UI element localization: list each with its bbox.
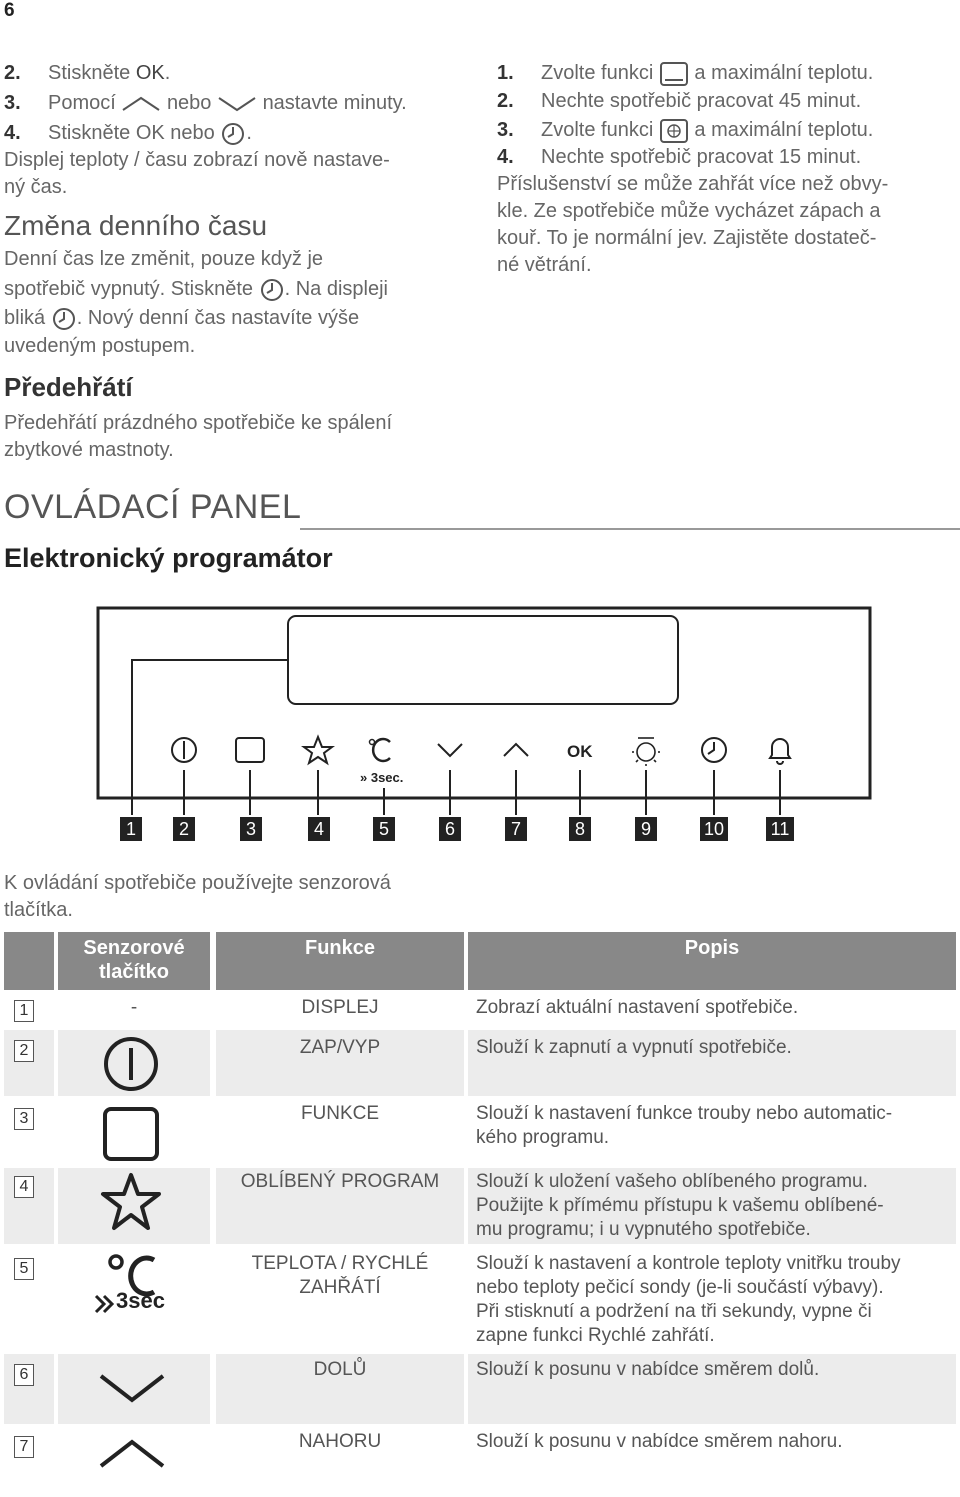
function-name: DISPLEJ bbox=[301, 997, 379, 1018]
function-desc: Slouží k nastavení funkce trouby nebo automatic- kého programu. bbox=[476, 1103, 893, 1148]
oven-bottom-heat-icon bbox=[659, 61, 689, 87]
function-name: DOLŮ bbox=[313, 1359, 367, 1380]
row-badge: 1 bbox=[14, 1000, 34, 1022]
ok-icon: OK bbox=[567, 742, 593, 761]
clock-icon bbox=[259, 277, 285, 303]
star-icon bbox=[304, 737, 332, 763]
ok-glyph: OK bbox=[135, 62, 165, 84]
square-icon bbox=[102, 1106, 160, 1162]
subsection-title: Elektronický programátor bbox=[4, 543, 333, 573]
function-desc: Slouží k posunu v nabídce směrem dolů. bbox=[476, 1359, 820, 1380]
panel-badge-9: 9 bbox=[635, 817, 657, 841]
function-name: ZAP/VYP bbox=[299, 1037, 381, 1058]
time-change-text: bliká . Nový denní čas nastavíte výše bbox=[4, 305, 359, 332]
right-note: né větrání. bbox=[497, 254, 592, 276]
row-badge: 2 bbox=[14, 1040, 34, 1062]
panel-badge-4: 4 bbox=[308, 817, 330, 841]
heading-time-change: Změna denního času bbox=[4, 210, 268, 241]
panel-badge-7: 7 bbox=[505, 817, 527, 841]
heading-preheat: Předehřátí bbox=[4, 372, 133, 402]
section-rule bbox=[300, 528, 960, 530]
row-badge: 5 bbox=[14, 1258, 34, 1280]
star-icon bbox=[100, 1172, 162, 1232]
buttons-table bbox=[0, 932, 960, 1497]
control-panel-diagram bbox=[0, 600, 960, 860]
right-step-1: 1. Zvolte funkci a maximální teplotu. bbox=[497, 60, 873, 87]
clock-icon bbox=[220, 121, 246, 147]
row-badge: 3 bbox=[14, 1108, 34, 1130]
light-icon bbox=[632, 738, 660, 766]
row-badge: 7 bbox=[14, 1436, 34, 1458]
clock-icon bbox=[51, 306, 77, 332]
chevron-up-icon bbox=[504, 744, 528, 756]
svg-text:» 3sec.: » 3sec. bbox=[360, 770, 404, 785]
function-desc: Slouží k uložení vašeho oblíbeného programu. Použijte k přímému přístupu k vašemu oblíbené- mu programu; i u vypnutého spotřebiče. bbox=[476, 1171, 884, 1240]
panel-badge-3: 3 bbox=[240, 817, 262, 841]
section-title: OVLÁDACÍ PANEL bbox=[4, 488, 302, 526]
sec-label: 3sec bbox=[116, 1288, 165, 1313]
panel-badge-6: 6 bbox=[439, 817, 461, 841]
header-button: Senzorové tlačítko bbox=[58, 932, 210, 990]
function-name: FUNKCE bbox=[300, 1103, 380, 1124]
square-icon bbox=[236, 738, 264, 762]
panel-badge-10: 10 bbox=[700, 817, 728, 841]
time-change-text: uvedeným postupem. bbox=[4, 335, 196, 357]
row-badge: 6 bbox=[14, 1364, 34, 1386]
preheat-text: Předehřátí prázdného spotřebiče ke spálení bbox=[4, 412, 393, 434]
panel-badge-11: 11 bbox=[766, 817, 794, 841]
right-step-2: 2. Nechte spotřebič pracovat 45 minut. bbox=[497, 90, 862, 112]
time-change-text: spotřebič vypnutý. Stiskněte . Na displeji bbox=[4, 276, 388, 303]
chevron-up-icon bbox=[98, 1436, 166, 1470]
celsius-icon bbox=[360, 739, 403, 785]
display-note-2: ný čas. bbox=[4, 176, 68, 198]
power-icon bbox=[100, 1036, 162, 1092]
panel-badge-5: 5 bbox=[373, 817, 395, 841]
page-number: 6 bbox=[4, 0, 15, 21]
intro-text: K ovládání spotřebiče používejte senzorová bbox=[4, 872, 391, 894]
header-function: Funkce bbox=[216, 932, 464, 990]
chevron-up-icon bbox=[121, 95, 161, 113]
right-note: Příslušenství se může zahřát více než obvy- bbox=[497, 173, 889, 195]
function-name: OBLÍBENÝ PROGRAM bbox=[240, 1171, 440, 1192]
clock-icon bbox=[702, 738, 726, 762]
step-number: 2. bbox=[4, 62, 21, 84]
function-name: TEPLOTA / RYCHLÉ ZAHŘÁTÍ bbox=[251, 1253, 429, 1298]
right-step-3: 3. Zvolte funkci a maximální teplotu. bbox=[497, 117, 873, 144]
bell-icon bbox=[770, 739, 790, 764]
right-note: kouř. To je normální jev. Zajistěte dostateč- bbox=[497, 227, 877, 249]
intro-text: tlačítka. bbox=[4, 899, 73, 921]
panel-badge-8: 8 bbox=[569, 817, 591, 841]
panel-badge-2: 2 bbox=[173, 817, 195, 841]
function-desc: Zobrazí aktuální nastavení spotřebiče. bbox=[476, 997, 799, 1018]
panel-badge-1: 1 bbox=[120, 817, 142, 841]
time-change-text: Denní čas lze změnit, pouze když je bbox=[4, 248, 324, 270]
header-description: Popis bbox=[468, 932, 956, 990]
step-2: 2. Stiskněte OK. bbox=[4, 60, 170, 87]
fan-icon bbox=[659, 118, 689, 144]
chevron-down-icon bbox=[217, 95, 257, 113]
preheat-text: zbytkové mastnoty. bbox=[4, 439, 174, 461]
row-badge: 4 bbox=[14, 1176, 34, 1198]
power-icon bbox=[172, 738, 196, 762]
right-note: kle. Ze spotřebiče může vycházet zápach a bbox=[497, 200, 881, 222]
function-desc: Slouží k zapnutí a vypnutí spotřebiče. bbox=[476, 1037, 792, 1058]
chevron-down-icon bbox=[438, 744, 462, 756]
right-step-4: 4. Nechte spotřebič pracovat 15 minut. bbox=[497, 146, 862, 168]
ok-glyph: OK bbox=[135, 122, 165, 144]
step-4: 4. Stiskněte OK nebo . bbox=[4, 120, 252, 147]
chevron-down-icon bbox=[98, 1372, 166, 1406]
function-desc: Slouží k nastavení a kontrole teploty vnitřku trouby nebo teploty pečicí sondy (je-li součástí výbavy). Při stisknutí a podržení na tři sekundy, vypne či zapne funkci Rychlé zahřátí. bbox=[476, 1253, 901, 1346]
header-blank bbox=[4, 932, 54, 990]
step-3: 3. Pomocí nebo nastavte minuty. bbox=[4, 92, 407, 114]
function-name: NAHORU bbox=[298, 1431, 382, 1452]
symbol-dash: - bbox=[130, 997, 138, 1018]
control-panel-svg bbox=[0, 600, 960, 860]
display-note-1: Displej teploty / času zobrazí nově nastave- bbox=[4, 149, 390, 171]
function-desc: Slouží k posunu v nabídce směrem nahoru. bbox=[476, 1431, 843, 1452]
